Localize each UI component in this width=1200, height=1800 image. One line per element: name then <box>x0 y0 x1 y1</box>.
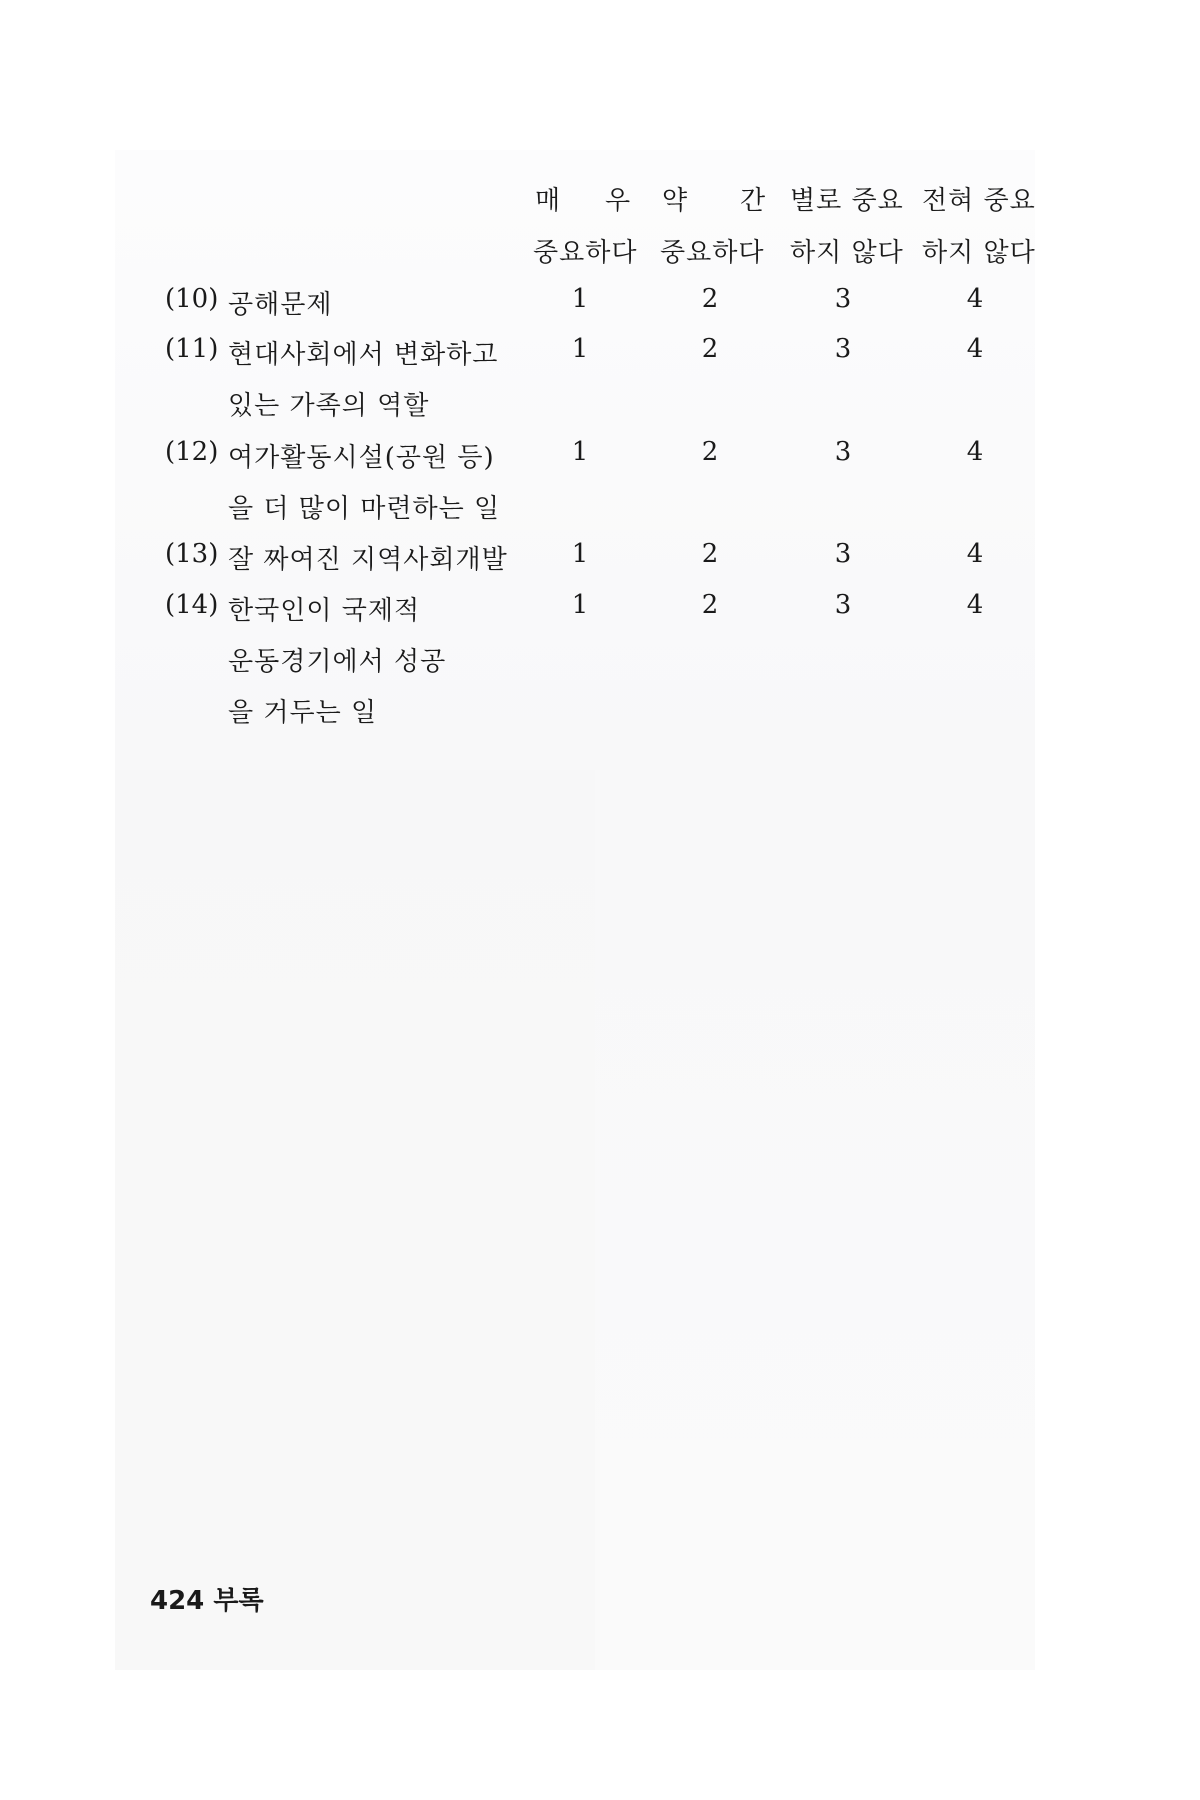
item-value-1: 1 <box>571 437 589 467</box>
item-value-2: 2 <box>701 437 719 467</box>
item-value-3: 3 <box>834 539 852 569</box>
item-text-line: 운동경기에서 성공 <box>228 647 447 677</box>
item-number: (10) <box>165 284 219 314</box>
item-value-1: 1 <box>571 284 589 314</box>
page-footer <box>150 1580 264 1617</box>
item-value-2: 2 <box>701 334 719 364</box>
header-col1-line1b: 우 <box>605 186 632 216</box>
header-col3-line2: 하지 않다 <box>790 238 904 268</box>
item-value-1: 1 <box>571 539 589 569</box>
header-col1-line2: 중요하다 <box>533 238 638 268</box>
header-col1-line1a: 매 <box>535 186 562 216</box>
header-col2-line1b: 간 <box>740 186 767 216</box>
item-value-3: 3 <box>834 334 852 364</box>
item-value-3: 3 <box>834 284 852 314</box>
header-col3-line1: 별로 중요 <box>790 186 904 216</box>
item-value-4: 4 <box>966 284 984 314</box>
item-number: (13) <box>165 539 219 569</box>
item-value-4: 4 <box>966 437 984 467</box>
item-number: (14) <box>165 590 219 620</box>
header-col4-line1: 전혀 중요 <box>922 186 1036 216</box>
item-value-2: 2 <box>701 539 719 569</box>
item-value-2: 2 <box>701 284 719 314</box>
item-number: (11) <box>165 334 219 364</box>
item-number: (12) <box>165 437 219 467</box>
item-text-line: 있는 가족의 역할 <box>228 391 430 421</box>
item-value-4: 4 <box>966 590 984 620</box>
page-number: 424 <box>150 1586 205 1616</box>
item-text-line: 현대사회에서 변화하고 <box>228 340 499 370</box>
item-text-line: 을 더 많이 마련하는 일 <box>228 494 501 524</box>
item-value-4: 4 <box>966 539 984 569</box>
item-text-line: 공해문제 <box>228 290 333 320</box>
item-value-3: 3 <box>834 590 852 620</box>
item-value-3: 3 <box>834 437 852 467</box>
item-text-line: 잘 짜여진 지역사회개발 <box>228 545 508 575</box>
header-col4-line2: 하지 않다 <box>922 238 1036 268</box>
item-value-2: 2 <box>701 590 719 620</box>
item-value-4: 4 <box>966 334 984 364</box>
section-title: 부록 <box>213 1586 264 1616</box>
item-value-1: 1 <box>571 334 589 364</box>
item-value-1: 1 <box>571 590 589 620</box>
header-col2-line2: 중요하다 <box>660 238 765 268</box>
item-text-line: 한국인이 국제적 <box>228 596 421 626</box>
item-text-line: 여가활동시설(공원 등) <box>228 443 495 473</box>
header-col2-line1a: 약 <box>662 186 689 216</box>
item-text-line: 을 거두는 일 <box>228 698 378 728</box>
